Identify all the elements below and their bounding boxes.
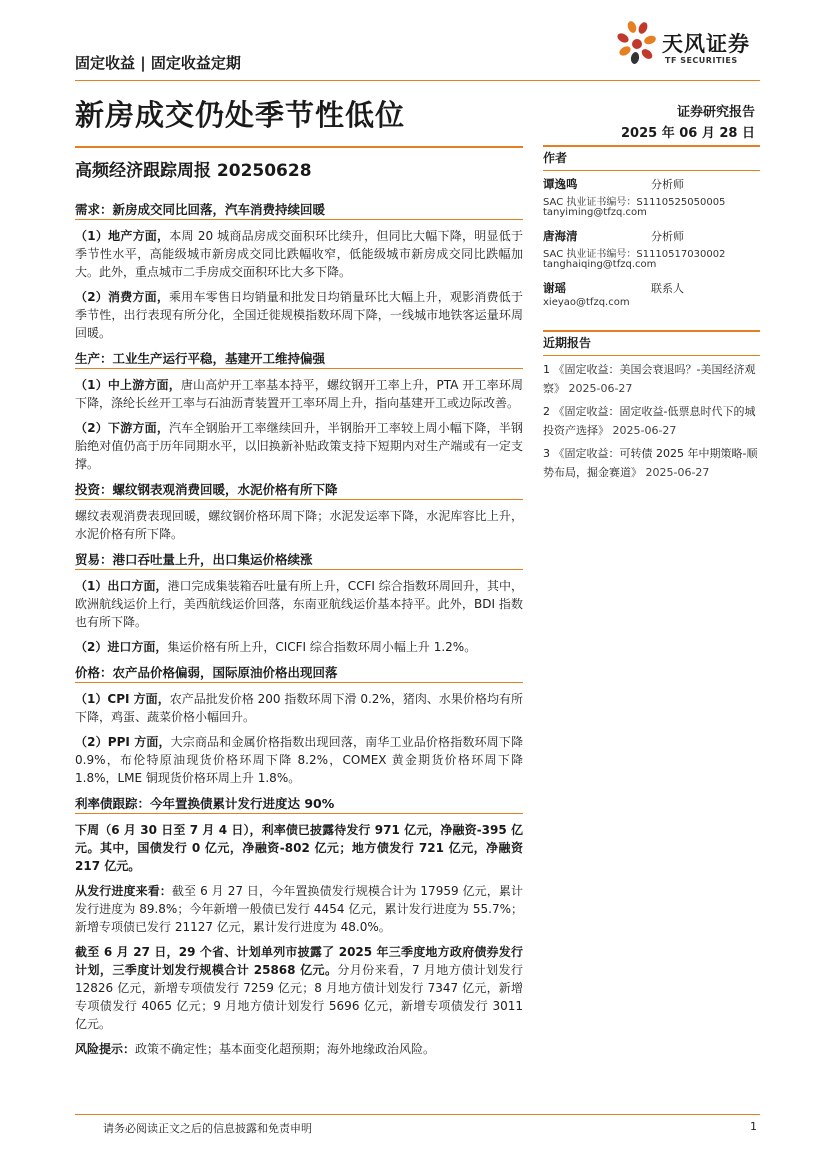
paragraph-text: 截至 6 月 27 日，今年置换债发行规模合计为 17959 亿元，累计发行进度为 89.8%；今年新增一般债已发行 4454 亿元，累计发行进度为 55.7%；新增专项债已发行 21127 亿元，累计发行进度为 48.0%。 xyxy=(75,884,523,934)
author-role: 分析师 xyxy=(651,178,684,191)
paragraph-text: 本周 20 城商品房成交面积环比续升，但同比大幅下降，明显低于季节性水平，高能级城市新房成交同比跌幅收窄，低能级城市新房成交同比跌幅加大。此外，重点城市二手房成交面积环比大多下降。 xyxy=(75,229,523,279)
paragraph xyxy=(75,690,523,726)
paragraph-lead: （2）下游方面， xyxy=(75,421,170,435)
recent-reports-heading: 近期报告 xyxy=(543,330,760,356)
paragraph-lead: （1）地产方面， xyxy=(75,229,170,243)
logo-text-en: TF SECURITIES xyxy=(665,56,738,65)
recent-report-date: 2025-06-27 xyxy=(645,466,710,479)
author-role: 分析师 xyxy=(651,230,684,243)
author-name: 谢瑶 xyxy=(543,281,566,295)
recent-report-link[interactable] xyxy=(543,402,760,440)
section-head-trade: 贸易：港口吞吐量上升，出口集运价格续涨 xyxy=(75,550,523,570)
paragraph-lead: （1）CPI 方面， xyxy=(75,692,170,706)
page-title: 新房成交仍处季节性低位 xyxy=(75,98,406,132)
author-heading: 作者 xyxy=(543,145,760,171)
main-content xyxy=(75,200,523,1065)
paragraph-text: 汽车全钢胎开工率继续回升，半钢胎开工率较上周小幅下降，半钢胎绝对值仍高于历年同期水平，以旧换新补贴政策支持下短期内对生产端或有一定支撑。 xyxy=(75,421,523,471)
paragraph xyxy=(75,577,523,631)
author-email[interactable]: tanghaiqing@tfzq.com xyxy=(543,259,657,270)
paragraph-text: 政策不确定性；基本面变化超预期；海外地缘政治风险。 xyxy=(135,1042,436,1056)
footer-divider xyxy=(75,1114,760,1115)
author-email[interactable]: tanyiming@tfzq.com xyxy=(543,207,647,218)
logo-petals-icon xyxy=(612,18,662,68)
report-category: 固定收益 | 固定收益定期 xyxy=(75,54,241,72)
author-role: 联系人 xyxy=(651,282,684,295)
paragraph-text: 港口完成集装箱吞吐量有所上升，CCFI 综合指数环周回升，其中，欧洲航线运价上行，美西航线运价回落，东南亚航线运价基本持平。此外，BDI 指数也有所下降。 xyxy=(75,579,523,629)
subtitle-divider xyxy=(75,146,523,148)
paragraph xyxy=(75,227,523,281)
logo-text-cn: 天风证券 xyxy=(662,32,750,56)
paragraph-text: 螺纹表观消费表现回暖，螺纹钢价格环周下降；水泥发运率下降，水泥库容比上升，水泥价格有所下降。 xyxy=(75,509,523,541)
paragraph-text: 大宗商品和金属价格指数出现回落，南华工业品价格指数环周下降 0.9%，布伦特原油现货价格环周下降 8.2%，COMEX 黄金期货价格环周下降 1.8%，LME 铜现货价格环周上升 1.8%。 xyxy=(75,735,523,785)
recent-report-title: 1 《固定收益：美国会衰退吗？-美国经济观察》 xyxy=(543,363,756,395)
page-subtitle: 高频经济跟踪周报 20250628 xyxy=(75,161,312,181)
author-cert: SAC 执业证书编号：S1110517030002 xyxy=(543,249,726,260)
author-card xyxy=(543,228,760,275)
sidebar xyxy=(543,145,760,482)
paragraph-lead: 截至 6 月 27 日，29 个省、计划单列市披露了 2025 年三季度地方政府债券发行计划，三季度计划发行规模合计 25868 亿元。 xyxy=(75,945,523,977)
author-card xyxy=(543,176,760,223)
paragraph-lead: 风险提示： xyxy=(75,1042,136,1056)
paragraph-lead: （2）消费方面， xyxy=(75,290,170,304)
author-name: 唐海清 xyxy=(543,229,578,243)
page-number: 1 xyxy=(750,1120,757,1133)
author-email[interactable]: xieyao@tfzq.com xyxy=(543,297,630,308)
author-card xyxy=(543,280,760,312)
paragraph-text: 农产品批发价格 200 指数环周下滑 0.2%，猪肉、水果价格均有所下降，鸡蛋、蔬菜价格小幅回升。 xyxy=(75,692,523,724)
recent-report-title: 2 《固定收益：固定收益-低票息时代下的城投资产选择》 xyxy=(543,405,756,437)
paragraph-lead: （1）中上游方面， xyxy=(75,378,181,392)
author-cert: SAC 执业证书编号：S1110525050005 xyxy=(543,197,726,208)
paragraph xyxy=(75,507,523,543)
paragraph xyxy=(75,943,523,1033)
paragraph xyxy=(75,733,523,787)
paragraph-text: 乘用车零售日均销量和批发日均销量环比大幅上升，观影消费低于季节性，出行表现有所分化，全国迁徙规模指数环周下降，一线城市地铁客运量环周回暖。 xyxy=(75,290,523,340)
paragraph-text: 唐山高炉开工率基本持平，螺纹钢开工率上升，PTA 开工率环周下降，涤纶长丝开工率与石油沥青装置开工率环周上升，指向基建开工或边际改善。 xyxy=(75,378,523,410)
recent-report-date: 2025-06-27 xyxy=(568,382,633,395)
paragraph xyxy=(75,288,523,342)
header-divider xyxy=(75,80,760,81)
recent-report-link[interactable] xyxy=(543,444,760,482)
risk-warning xyxy=(75,1040,523,1058)
section-head-investment: 投资：螺纹钢表观消费回暖，水泥价格有所下降 xyxy=(75,480,523,500)
paragraph xyxy=(75,638,523,656)
paragraph xyxy=(75,419,523,473)
paragraph-lead: （1）出口方面， xyxy=(75,579,168,593)
paragraph: 下周（6 月 30 日至 7 月 4 日），利率债已披露待发行 971 亿元，净融资-395 亿元。其中，国债发行 0 亿元，净融资-802 亿元；地方债发行 721 亿元，净融资 217 亿元。 xyxy=(75,823,523,873)
section-head-demand: 需求：新房成交同比回落，汽车消费持续回暖 xyxy=(75,200,523,220)
recent-report-link[interactable] xyxy=(543,360,760,398)
paragraph xyxy=(75,882,523,936)
paragraph-lead: （2）PPI 方面， xyxy=(75,735,171,749)
section-head-production: 生产：工业生产运行平稳，基建开工维持偏强 xyxy=(75,349,523,369)
paragraph-lead: 从发行进度来看： xyxy=(75,884,172,898)
paragraph xyxy=(75,376,523,412)
paragraph-lead: （2）进口方面， xyxy=(75,640,168,654)
report-date: 2025 年 06 月 28 日 xyxy=(621,126,755,141)
recent-report-date: 2025-06-27 xyxy=(612,424,677,437)
paragraph-text: 集运价格有所上升，CICFI 综合指数环周小幅上升 1.2%。 xyxy=(167,640,477,654)
footer-disclaimer: 请务必阅读正文之后的信息披露和免责申明 xyxy=(103,1122,312,1135)
author-name: 谭逸鸣 xyxy=(543,177,578,191)
section-head-bond: 利率债跟踪：今年置换债累计发行进度达 90% xyxy=(75,794,523,814)
company-logo xyxy=(612,18,762,70)
report-type: 证券研究报告 xyxy=(676,105,755,120)
paragraph-text: 分月份来看，7 月地方债计划发行 12826 亿元，新增专项债发行 7259 亿元；8 月地方债计划发行 7347 亿元，新增专项债发行 4065 亿元；9 月地方债计划发行 5696 亿元，新增专项债发行 3011 亿元。 xyxy=(75,963,523,1031)
recent-report-title: 3 《固定收益：可转债 2025 年中期策略-顺势布局，掘金赛道》 xyxy=(543,447,758,479)
section-head-price: 价格：农产品价格偏弱，国际原油价格出现回落 xyxy=(75,663,523,683)
